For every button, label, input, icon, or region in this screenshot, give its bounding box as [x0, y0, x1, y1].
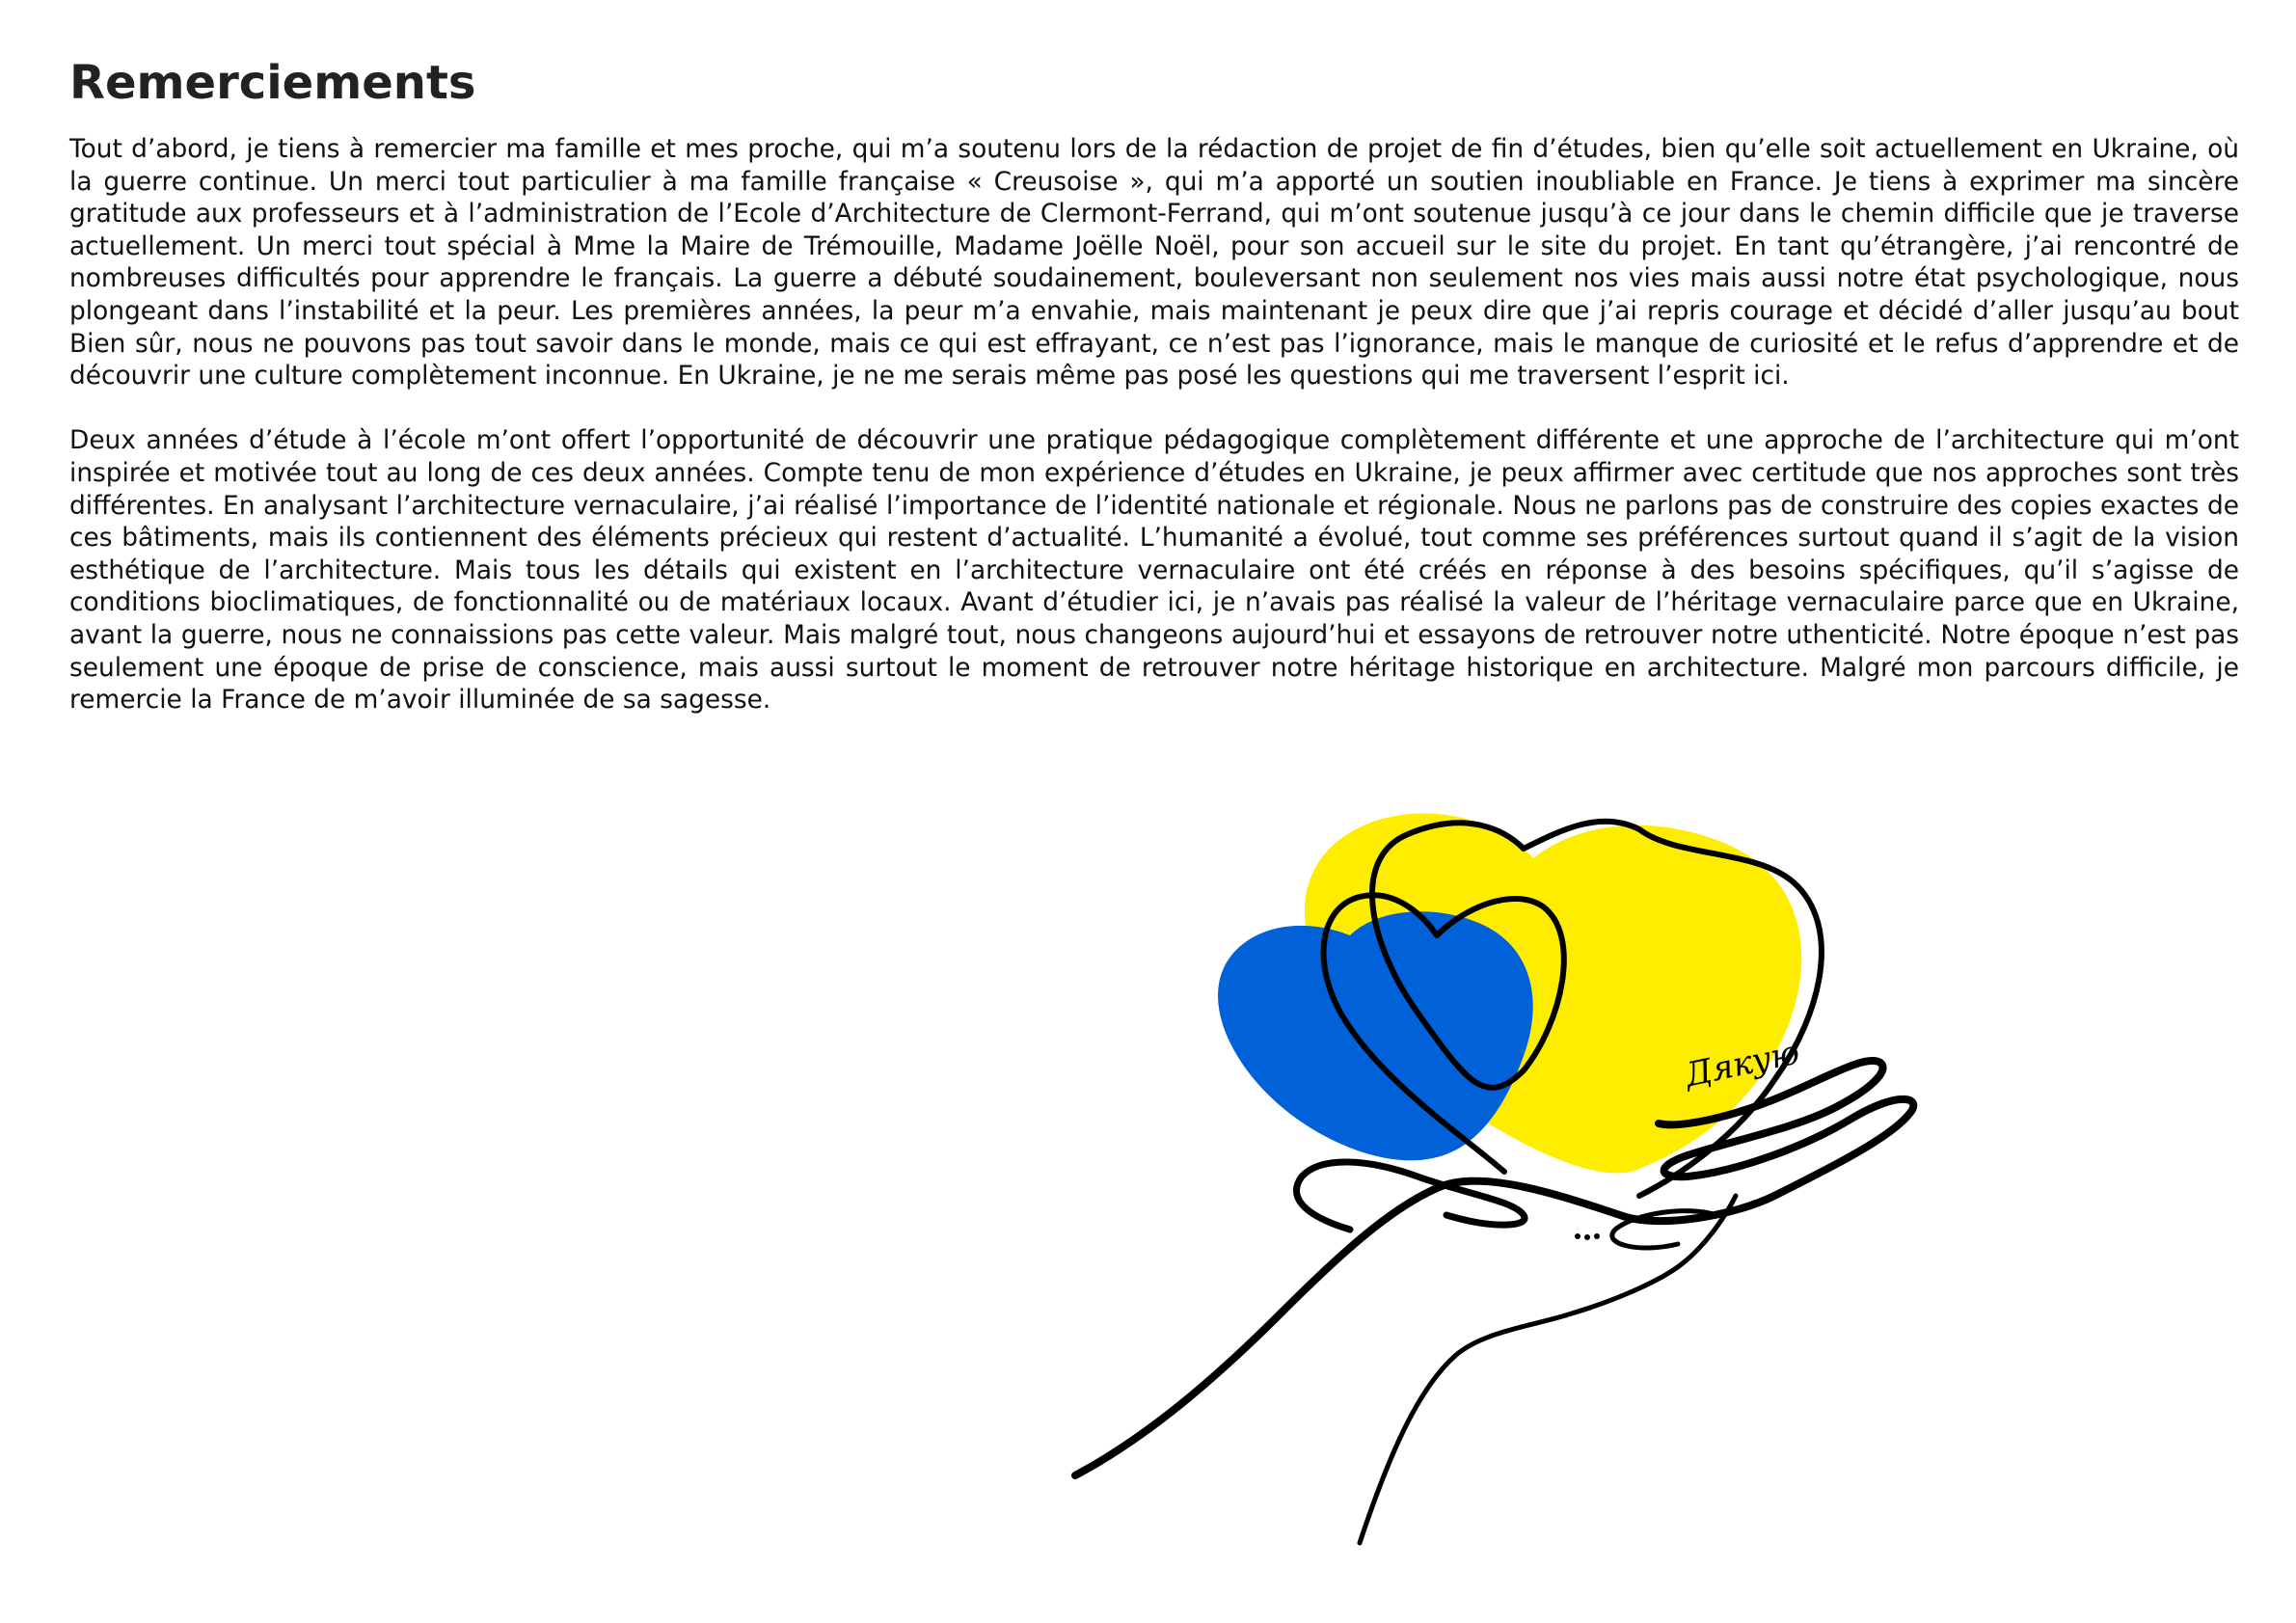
body-text [69, 133, 2239, 717]
palm-dot [1594, 1233, 1600, 1239]
paragraph-2: Deux années d’étude à l’école m’ont offert l’opportunité de découvrir une pratique pédagogique complètement différente et une approche de l’architecture qui m’ont inspirée et motivée tout au long de ces deux années. Compte tenu de mon expérience d’études en Ukraine, je peux affirmer avec certitude que nos approches sont très différentes. En analysant l’architecture vernaculaire, j’ai réalisé l’importance de l’identité nationale et régionale. Nous ne parlons pas de construire des copies exactes de ces bâtiments, mais ils contiennent des éléments précieux qui restent d’actualité. L’humanité a évolué, tout comme ses préférences surtout quand il s’agit de la vision esthétique de l’architecture. Mais tous les détails qui existent en l’architecture vernaculaire ont été créés en réponse à des besoins spécifiques, qu’il s’agisse de conditions bioclimatiques, de fonctionnalité ou de matériaux locaux. Avant d’étudier ici, je n’avais pas réalisé la valeur de l’héritage vernaculaire parce que en Ukraine, avant la guerre, nous ne connaissions pas cette valeur. Mais malgré tout, nous changeons aujourd’hui et essayons de retrouver notre uthenticité. Notre époque n’est pas seulement une époque de prise de conscience, mais aussi surtout le moment de retrouver notre héritage historique en architecture. Malgré mon parcours difficile, je remercie la France de m’avoir illuminée de sa sagesse. [69, 425, 2239, 716]
palm-dot [1575, 1233, 1580, 1239]
page-title: Remerciements [69, 56, 476, 110]
thumb-line [1296, 1162, 1525, 1230]
hand-hearts-illustration [1061, 791, 2044, 1553]
signature-text: Дякую [1681, 1033, 1803, 1096]
palm-dot [1584, 1234, 1590, 1240]
paragraph-1: Tout d’abord, je tiens à remercier ma famille et mes proche, qui m’a soutenu lors de la rédaction de projet de fin d’études, bien qu’elle soit actuellement en Ukraine, où la guerre continue. Un merci tout particulier à ma famille française « Creusoise », qui m’a apporté un soutien inoubliable en France. Je tiens à exprimer ma sincère gratitude aux professeurs et à l’administration de l’Ecole d’Architecture de Clermont-Ferrand, qui m’ont soutenue jusqu’à ce jour dans le chemin difficile que je traverse actuellement. Un merci tout spécial à Mme la Maire de Trémouille, Madame Joëlle Noël, pour son accueil sur le site du projet. En tant qu’étrangère, j’ai rencontré de nombreuses difficultés pour apprendre le français. La guerre a débuté soudainement, bouleversant non seulement nos vies mais aussi notre état psychologique, nous plongeant dans l’instabilité et la peur. Les premières années, la peur m’a envahie, mais maintenant je peux dire que j’ai repris courage et décidé d’aller jusqu’au bout Bien sûr, nous ne pouvons pas tout savoir dans le monde, mais ce qui est effrayant, ce n’est pas l’ignorance, mais le manque de curiosité et le refus d’apprendre et de découvrir une culture complètement inconnue. En Ukraine, je ne me serais même pas posé les questions qui me traversent l’esprit ici. [69, 134, 2239, 392]
wrist-line [1360, 1196, 1736, 1543]
blue-heart [1218, 911, 1533, 1160]
